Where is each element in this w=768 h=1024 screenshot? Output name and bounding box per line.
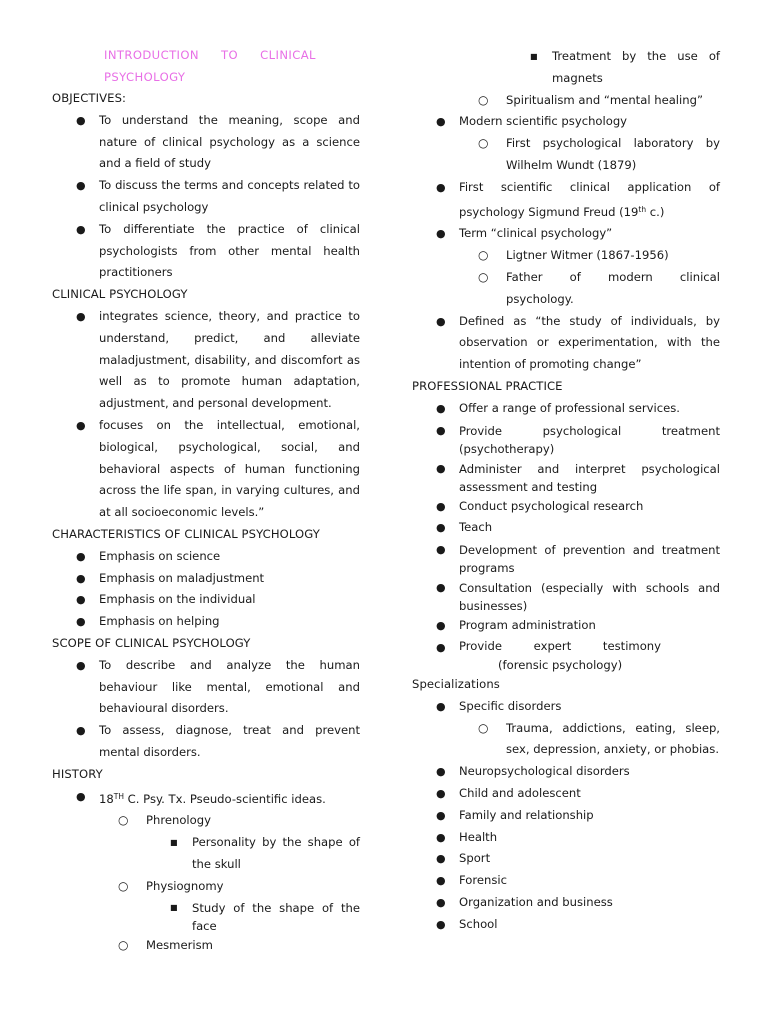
list-item	[412, 637, 720, 656]
objective-text: To discuss the terms and concepts related to clinical psychology	[99, 178, 360, 214]
history-subitem: Physiognomy	[146, 878, 224, 893]
practice-text: Administer and interpret psychological assessment and testing	[459, 461, 720, 494]
bullet-icon: ●	[76, 593, 86, 607]
bullet-icon: ●	[436, 314, 446, 328]
list-item	[52, 935, 360, 957]
bullet-icon: ●	[436, 461, 446, 475]
history-text-rest: C. Psy. Tx. Pseudo-scientific ideas.	[124, 791, 326, 806]
list-item	[412, 245, 720, 267]
list-item	[52, 306, 360, 415]
characteristics-heading: CHARACTERISTICS OF CLINICAL PSYCHOLOGY	[52, 526, 320, 541]
list-item	[412, 615, 720, 637]
list-item	[412, 848, 720, 870]
history-subitem: Phrenology	[146, 813, 211, 828]
history-detail: Study of the shape of the face	[192, 901, 360, 934]
specializations-heading: Specializations	[412, 676, 500, 691]
list-item	[52, 876, 360, 898]
left-column	[52, 44, 360, 957]
specialization-text: School	[459, 916, 498, 931]
bullet-icon: ●	[436, 830, 446, 844]
bullet-icon: ●	[436, 765, 446, 779]
bullet-icon: ●	[436, 808, 446, 822]
right-column	[412, 46, 720, 936]
list-item	[52, 611, 360, 633]
scope-heading: SCOPE OF CLINICAL PSYCHOLOGY	[52, 635, 251, 650]
bullet-icon: ●	[76, 179, 86, 193]
list-item	[52, 897, 360, 935]
bullet-icon: ●	[436, 401, 446, 415]
history-subitem: Father of modern clinical psychology.	[506, 269, 720, 306]
list-item	[412, 577, 720, 615]
history-text: Modern scientific psychology	[459, 114, 628, 129]
objective-text: To understand the meaning, scope and nature of clinical psychology as a science and a field of study	[99, 112, 360, 171]
bullet-icon: ●	[436, 874, 446, 888]
bullet-icon: ●	[436, 581, 446, 595]
professional-practice-heading: PROFESSIONAL PRACTICE	[412, 378, 563, 393]
list-item	[412, 111, 720, 133]
list-item	[52, 655, 360, 720]
century-number: 18	[99, 791, 114, 806]
list-item	[412, 718, 720, 762]
list-item	[52, 219, 360, 284]
list-item	[412, 458, 720, 496]
bullet-icon: ●	[436, 917, 446, 931]
specialization-detail: Trauma, addictions, eating, sleep, sex, depression, anxiety, or phobias.	[506, 720, 720, 757]
bullet-icon: ●	[76, 724, 86, 738]
list-item	[412, 870, 720, 892]
list-item	[52, 546, 360, 568]
bullet-icon: ●	[76, 658, 86, 672]
list-item	[412, 914, 720, 936]
list-item	[52, 415, 360, 524]
practice-text: Provide psychological treatment (psychotherapy)	[459, 423, 720, 456]
specialization-text: Child and adolescent	[459, 785, 581, 800]
history-text	[99, 786, 360, 811]
history-subitem: First psychological laboratory by Wilhelm Wundt (1879)	[506, 136, 720, 172]
definition-text: focuses on the intellectual, emotional, biological, psychological, social, and behavioral aspects of human functioning across the life span, in varying cultures, and at all socioeconomic levels.”	[99, 417, 360, 520]
bullet-icon: ●	[436, 227, 446, 241]
bullet-icon: ●	[76, 222, 86, 236]
square-bullet-icon: ■	[170, 903, 178, 913]
characteristic-text: Emphasis on the individual	[99, 592, 256, 607]
characteristic-text: Emphasis on science	[99, 548, 221, 563]
list-item	[52, 110, 360, 175]
list-item	[412, 517, 720, 539]
list-item	[52, 810, 360, 832]
specialization-text: Family and relationship	[459, 807, 594, 822]
bullet-icon: ●	[76, 571, 86, 585]
history-text: Term “clinical psychology”	[459, 226, 613, 241]
history-text: Defined as “the study of individuals, by observation or experimentation, with the intention of promoting change”	[459, 313, 720, 372]
list-item	[52, 175, 360, 219]
specialization-text: Health	[459, 829, 498, 844]
specialization-text: Neuropsychological disorders	[459, 764, 630, 779]
history-text	[459, 177, 720, 224]
list-item	[52, 786, 360, 811]
square-bullet-icon: ■	[170, 838, 178, 848]
title-line-2: PSYCHOLOGY	[104, 70, 186, 84]
bullet-icon: ●	[76, 789, 86, 803]
practice-text: Conduct psychological research	[459, 498, 644, 513]
bullet-icon: ●	[436, 640, 446, 654]
list-item	[412, 311, 720, 376]
circle-bullet-icon: ○	[478, 248, 489, 263]
list-item	[52, 720, 360, 764]
objective-text: To differentiate the practice of clinical psychologists from other mental health practitioners	[99, 221, 360, 280]
clinical-psychology-heading: CLINICAL PSYCHOLOGY	[52, 287, 188, 302]
freud-text: First scientific clinical application of psychology Sigmund Freud (19	[459, 179, 720, 219]
characteristic-text: Emphasis on helping	[99, 614, 220, 629]
square-bullet-icon: ■	[530, 52, 538, 61]
bullet-icon: ●	[76, 418, 86, 432]
list-item	[52, 589, 360, 611]
circle-bullet-icon: ○	[118, 938, 129, 953]
forensic-note: (forensic psychology)	[498, 657, 623, 672]
circle-bullet-icon: ○	[478, 269, 489, 284]
list-item	[412, 761, 720, 783]
list-item	[412, 696, 720, 718]
bullet-icon: ●	[76, 309, 86, 323]
history-subitem: Spiritualism and “mental healing”	[506, 92, 703, 107]
list-item	[412, 539, 720, 577]
list-item	[412, 223, 720, 245]
bullet-icon: ●	[76, 549, 86, 563]
specialization-text: Organization and business	[459, 894, 613, 909]
list-item	[412, 133, 720, 177]
bullet-icon: ●	[436, 521, 446, 535]
history-subitem: Ligtner Witmer (1867-1956)	[506, 248, 669, 263]
bullet-icon: ●	[76, 113, 86, 127]
bullet-icon: ●	[436, 852, 446, 866]
bullet-icon: ●	[436, 895, 446, 909]
practice-text: Offer a range of professional services.	[459, 400, 680, 415]
practice-text: Provide expert testimony	[459, 638, 662, 653]
practice-text: Consultation (especially with schools and businesses)	[459, 581, 720, 614]
circle-bullet-icon: ○	[118, 878, 129, 893]
history-detail: Personality by the shape of the skull	[192, 835, 360, 871]
list-item	[52, 568, 360, 590]
history-heading: HISTORY	[52, 766, 103, 781]
practice-text: Development of prevention and treatment programs	[459, 543, 720, 576]
bullet-icon: ●	[436, 543, 446, 557]
list-item	[412, 805, 720, 827]
bullet-icon: ●	[436, 699, 446, 713]
list-item	[412, 46, 720, 90]
specialization-text: Sport	[459, 851, 491, 866]
practice-text: Teach	[459, 520, 493, 535]
freud-text-rest: c.)	[646, 204, 665, 219]
characteristic-text: Emphasis on maladjustment	[99, 570, 265, 585]
superscript: TH	[113, 791, 124, 801]
bullet-icon: ●	[436, 423, 446, 437]
history-detail: Treatment by the use of magnets	[552, 49, 720, 85]
circle-bullet-icon: ○	[118, 813, 129, 828]
list-item	[412, 267, 720, 311]
bullet-icon: ●	[436, 619, 446, 633]
list-item	[412, 177, 720, 224]
list-item	[412, 420, 720, 458]
list-item	[52, 832, 360, 876]
bullet-icon: ●	[436, 180, 446, 194]
specialization-text: Specific disorders	[459, 698, 562, 713]
scope-text: To assess, diagnose, treat and prevent mental disorders.	[99, 723, 360, 759]
superscript: th	[638, 204, 647, 214]
list-item	[412, 398, 720, 420]
circle-bullet-icon: ○	[478, 136, 489, 151]
objectives-heading: OBJECTIVES:	[52, 91, 127, 105]
title-line-1: INTRODUCTION TO CLINICAL	[104, 48, 316, 62]
history-subitem: Mesmerism	[146, 938, 213, 953]
bullet-icon: ●	[76, 615, 86, 629]
list-item	[412, 827, 720, 849]
list-item	[412, 892, 720, 914]
specialization-text: Forensic	[459, 873, 507, 888]
practice-text: Program administration	[459, 618, 596, 633]
bullet-icon: ●	[436, 115, 446, 129]
list-item	[412, 496, 720, 518]
bullet-icon: ●	[436, 786, 446, 800]
list-item	[412, 90, 720, 112]
circle-bullet-icon: ○	[478, 720, 489, 735]
circle-bullet-icon: ○	[478, 92, 489, 107]
list-item	[412, 783, 720, 805]
bullet-icon: ●	[436, 499, 446, 513]
document-title	[52, 44, 360, 88]
definition-text: integrates science, theory, and practice to understand, predict, and alleviate maladjustment, disability, and discomfort as well as to promote human adaptation, adjustment, and personal development.	[99, 308, 360, 411]
scope-text: To describe and analyze the human behaviour like mental, emotional and behavioural disorders.	[99, 657, 360, 716]
